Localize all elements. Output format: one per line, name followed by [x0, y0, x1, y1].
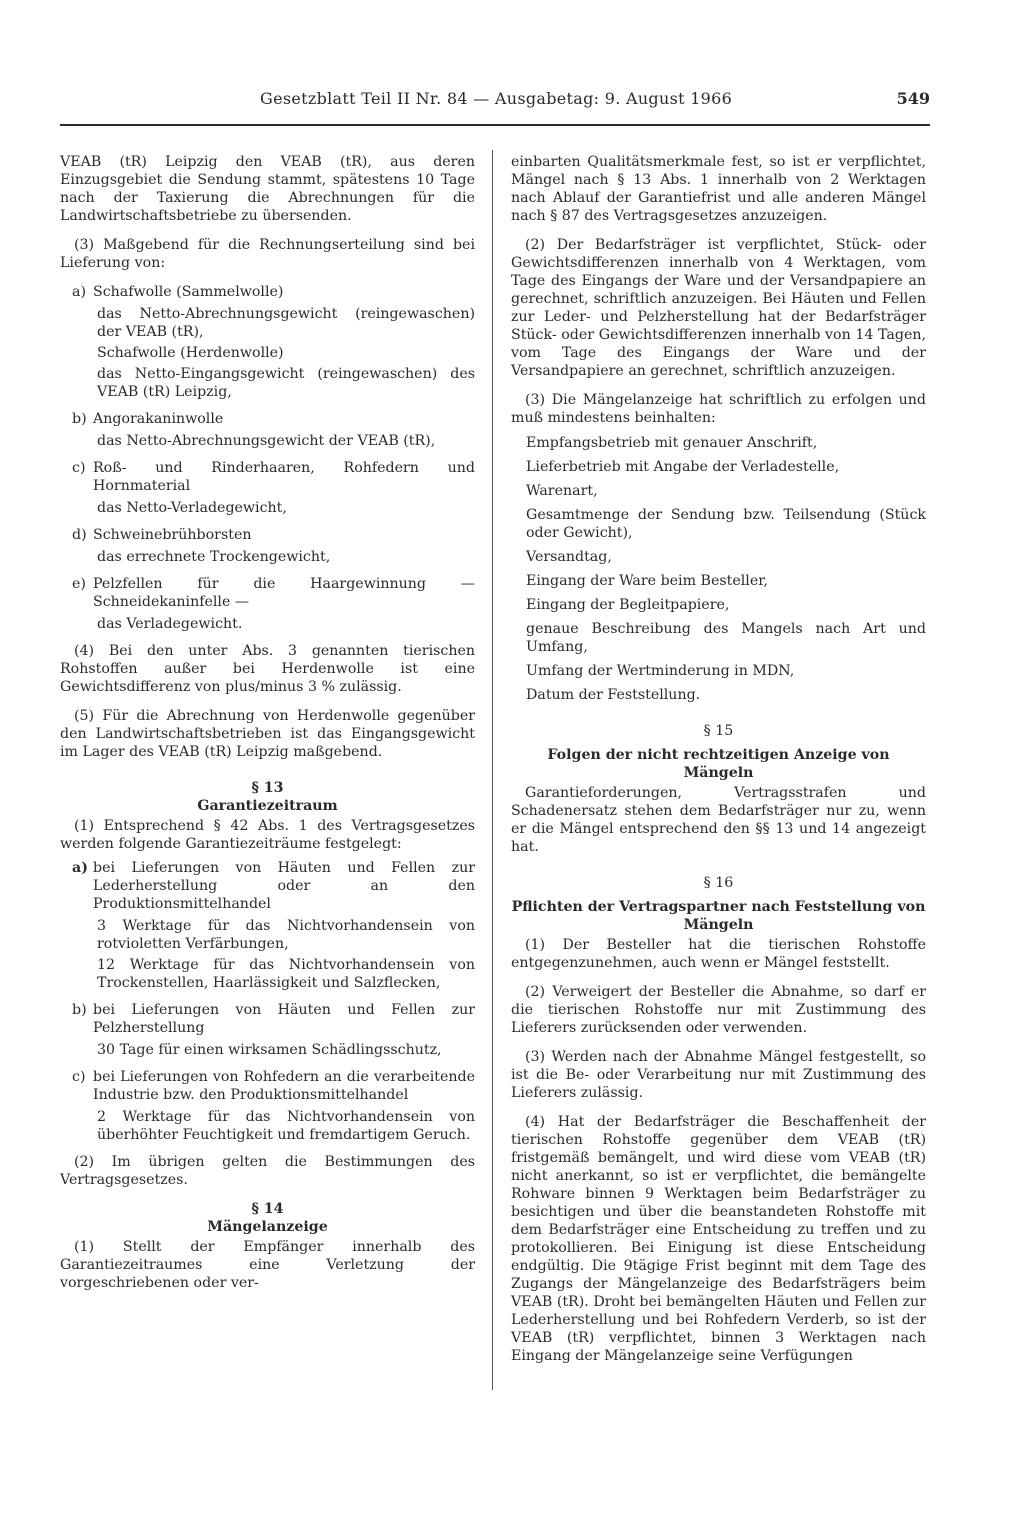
header-title: Gesetzblatt Teil II Nr. 84 — Ausgabetag: 9. August 1966 — [260, 89, 733, 108]
item-line: das Netto-Eingangsgewicht (reingewaschen) des VEAB (tR) Leipzig, — [97, 366, 475, 400]
list-item-e — [60, 575, 475, 633]
item-title: Schafwolle (Sammelwolle) — [93, 284, 284, 300]
paragraph: (3) Maßgebend für die Rechnungserteilung sind bei Lieferung von: — [60, 237, 475, 271]
item-line: 2 Werktage für das Nichtvorhandensein von überhöhter Feuchtigkeit und fremdartigem Geruch. — [97, 1109, 475, 1143]
required-contents-list — [511, 434, 926, 704]
list-item: Versandtag, — [526, 549, 612, 565]
paragraph: (5) Für die Abrechnung von Herdenwolle gegenüber den Landwirtschaftsbetrieben ist das Eingangsgewicht im Lager des VEAB (tR) Leipzig maßgebend. — [60, 708, 475, 760]
item-line: das Verladegewicht. — [97, 616, 243, 632]
paragraph: (4) Hat der Bedarfsträger die Beschaffenheit der tierischen Rohstoffe gegenüber dem VEAB (tR) fristgemäß bemängelt, und wird diese vom VEAB (tR) nicht anerkannt, so ist er verpflichtet, die bemängelte Rohware binnen 9 Werktagen beim Bedarfsträger zu besichtigen und über die beanstandeten Rohstoffe mit dem Bedarfsträger eine Entscheidung zu treffen und zu protokollieren. Bei Einigung ist diese Entscheidung endgültig. Die 9tägige Frist beginnt mit dem Tage des Zugangs der Mängelanzeige des Bedarfsträgers beim VEAB (tR). Droht bei bemängelten Häuten und Fellen zur Lederherstellung und bei Rohfedern Verderb, so ist der VEAB (tR) verpflichtet, binnen 3 Werktagen nach Eingang der Mängelanzeige seine Verfügungen — [511, 1114, 926, 1364]
paragraph: (1) Stellt der Empfänger innerhalb des Garantiezeitraumes eine Verletzung der vorgeschriebenen oder ver- — [60, 1239, 475, 1291]
item-line: 3 Werktage für das Nichtvorhandensein von rotvioletten Verfärbungen, — [97, 918, 475, 952]
list-item-a — [60, 283, 475, 401]
guarantee-item-a — [60, 859, 475, 992]
item-line: Schafwolle (Herdenwolle) — [97, 345, 284, 361]
paragraph: (2) Im übrigen gelten die Bestimmungen des Vertragsgesetzes. — [60, 1154, 475, 1188]
item-text: bei Lieferungen von Häuten und Fellen zur Pelzherstellung — [93, 1002, 475, 1036]
column-divider — [492, 150, 493, 1390]
list-item: Gesamtmenge der Sendung bzw. Teilsendung (Stück oder Gewicht), — [526, 507, 926, 541]
list-item: Lieferbetrieb mit Angabe der Verladestelle, — [526, 459, 840, 475]
item-line: 30 Tage für einen wirksamen Schädlingsschutz, — [97, 1042, 442, 1058]
item-label: b) — [72, 1002, 87, 1018]
paragraph: (1) Entsprechend § 42 Abs. 1 des Vertragsgesetzes werden folgende Garantiezeiträume festgelegt: — [60, 818, 475, 852]
list-item-c — [60, 459, 475, 517]
list-item-d — [60, 526, 475, 566]
paragraph: (3) Die Mängelanzeige hat schriftlich zu erfolgen und muß mindestens beinhalten: — [511, 392, 926, 426]
guarantee-item-c — [60, 1068, 475, 1144]
item-title: Angorakaninwolle — [93, 411, 224, 427]
section-title: Mängelanzeige — [207, 1219, 328, 1235]
paragraph: (2) Verweigert der Besteller die Abnahme, so darf er die tierischen Rohstoffe nur mit Zustimmung des Lieferers zurücksenden oder verwenden. — [511, 984, 926, 1036]
list-item: Eingang der Begleitpapiere, — [526, 597, 730, 613]
item-line: das Netto-Abrechnungsgewicht (reingewaschen) der VEAB (tR), — [97, 306, 475, 340]
item-text: bei Lieferungen von Rohfedern an die verarbeitende Industrie bzw. den Produktionsmittelhandel — [93, 1069, 475, 1103]
list-item-b — [60, 410, 475, 450]
page-header — [60, 89, 930, 115]
left-column — [60, 153, 475, 1303]
section-title: Pflichten der Vertragspartner nach Feststellung von Mängeln — [511, 899, 926, 933]
paragraph: einbarten Qualitätsmerkmale fest, so ist er verpflichtet, Mängel nach § 13 Abs. 1 innerhalb von 2 Werktagen nach Ablauf der Garantiefrist und alle anderen Mängel nach § 87 des Vertragsgesetzes anzuzeigen. — [511, 154, 926, 224]
list-item: genaue Beschreibung des Mangels nach Art und Umfang, — [526, 621, 926, 655]
section-heading: § 15 — [703, 723, 734, 739]
section-heading: § 13 — [251, 780, 284, 796]
paragraph: Garantieforderungen, Vertragsstrafen und Schadenersatz stehen dem Bedarfsträger nur zu, wenn er die Mängel entsprechend den §§ 13 und 14 angezeigt hat. — [511, 785, 926, 855]
list-item: Eingang der Ware beim Besteller, — [526, 573, 768, 589]
list-item: Umfang der Wertminderung in MDN, — [526, 663, 795, 679]
paragraph: (2) Der Bedarfsträger ist verpflichtet, Stück- oder Gewichtsdifferenzen innerhalb von 4 Werktagen, vom Tage des Eingangs der Ware und der Versandpapiere an gerechnet, schriftlich anzuzeigen. Bei Häuten und Fellen zur Leder- und Pelzherstellung hat der Bedarfsträger Stück- oder Gewichtsdifferenzen innerhalb von 14 Tagen, vom Tage des Eingangs der Ware und der Versandpapiere an gerechnet, schriftlich anzuzeigen. — [511, 237, 926, 379]
list-item: Warenart, — [526, 483, 598, 499]
guarantee-item-b — [60, 1001, 475, 1059]
section-title: Garantiezeitraum — [197, 798, 338, 814]
section-heading: § 16 — [703, 875, 734, 891]
item-line: das Netto-Verladegewicht, — [97, 500, 287, 516]
item-label: c) — [72, 460, 86, 476]
item-title: Pelzfellen für die Haargewinnung — Schneidekaninfelle — — [93, 576, 475, 610]
list-item: Empfangsbetrieb mit genauer Anschrift, — [526, 435, 818, 451]
section-heading: § 14 — [251, 1201, 284, 1217]
item-label: d) — [72, 527, 87, 543]
item-title: Roß- und Rinderhaaren, Rohfedern und Hornmaterial — [93, 460, 475, 494]
list-item: Datum der Feststellung. — [526, 687, 701, 703]
paragraph: (1) Der Besteller hat die tierischen Rohstoffe entgegenzunehmen, auch wenn er Mängel feststellt. — [511, 937, 926, 971]
item-label: b) — [72, 411, 87, 427]
paragraph: VEAB (tR) Leipzig den VEAB (tR), aus deren Einzugsgebiet die Sendung stammt, spätestens 10 Tage nach der Taxierung die Abrechnungen für die Landwirtschaftsbetriebe zu übersenden. — [60, 154, 475, 224]
item-line: 12 Werktage für das Nichtvorhandensein von Trockenstellen, Haarlässigkeit und Salzflecken, — [97, 957, 475, 991]
item-label: e) — [72, 576, 86, 592]
right-column — [511, 153, 926, 1376]
item-line: das errechnete Trockengewicht, — [97, 549, 331, 565]
page-number: 549 — [896, 89, 930, 108]
item-line: das Netto-Abrechnungsgewicht der VEAB (tR), — [97, 433, 436, 449]
section-title: Folgen der nicht rechtzeitigen Anzeige von Mängeln — [547, 747, 890, 781]
item-label: a) — [72, 284, 86, 300]
item-label: c) — [72, 1069, 86, 1085]
item-title: Schweinebrühborsten — [93, 527, 252, 543]
header-rule — [60, 124, 930, 126]
paragraph: (3) Werden nach der Abnahme Mängel festgestellt, so ist die Be- oder Verarbeitung nur mit Zustimmung des Lieferers zulässig. — [511, 1049, 926, 1101]
paragraph: (4) Bei den unter Abs. 3 genannten tierischen Rohstoffen außer bei Herdenwolle ist eine Gewichtsdifferenz von plus/minus 3 % zulässig. — [60, 643, 475, 695]
item-label: a) — [72, 860, 88, 876]
item-text: bei Lieferungen von Häuten und Fellen zur Lederherstellung oder an den Produktionsmittelhandel — [93, 860, 475, 912]
